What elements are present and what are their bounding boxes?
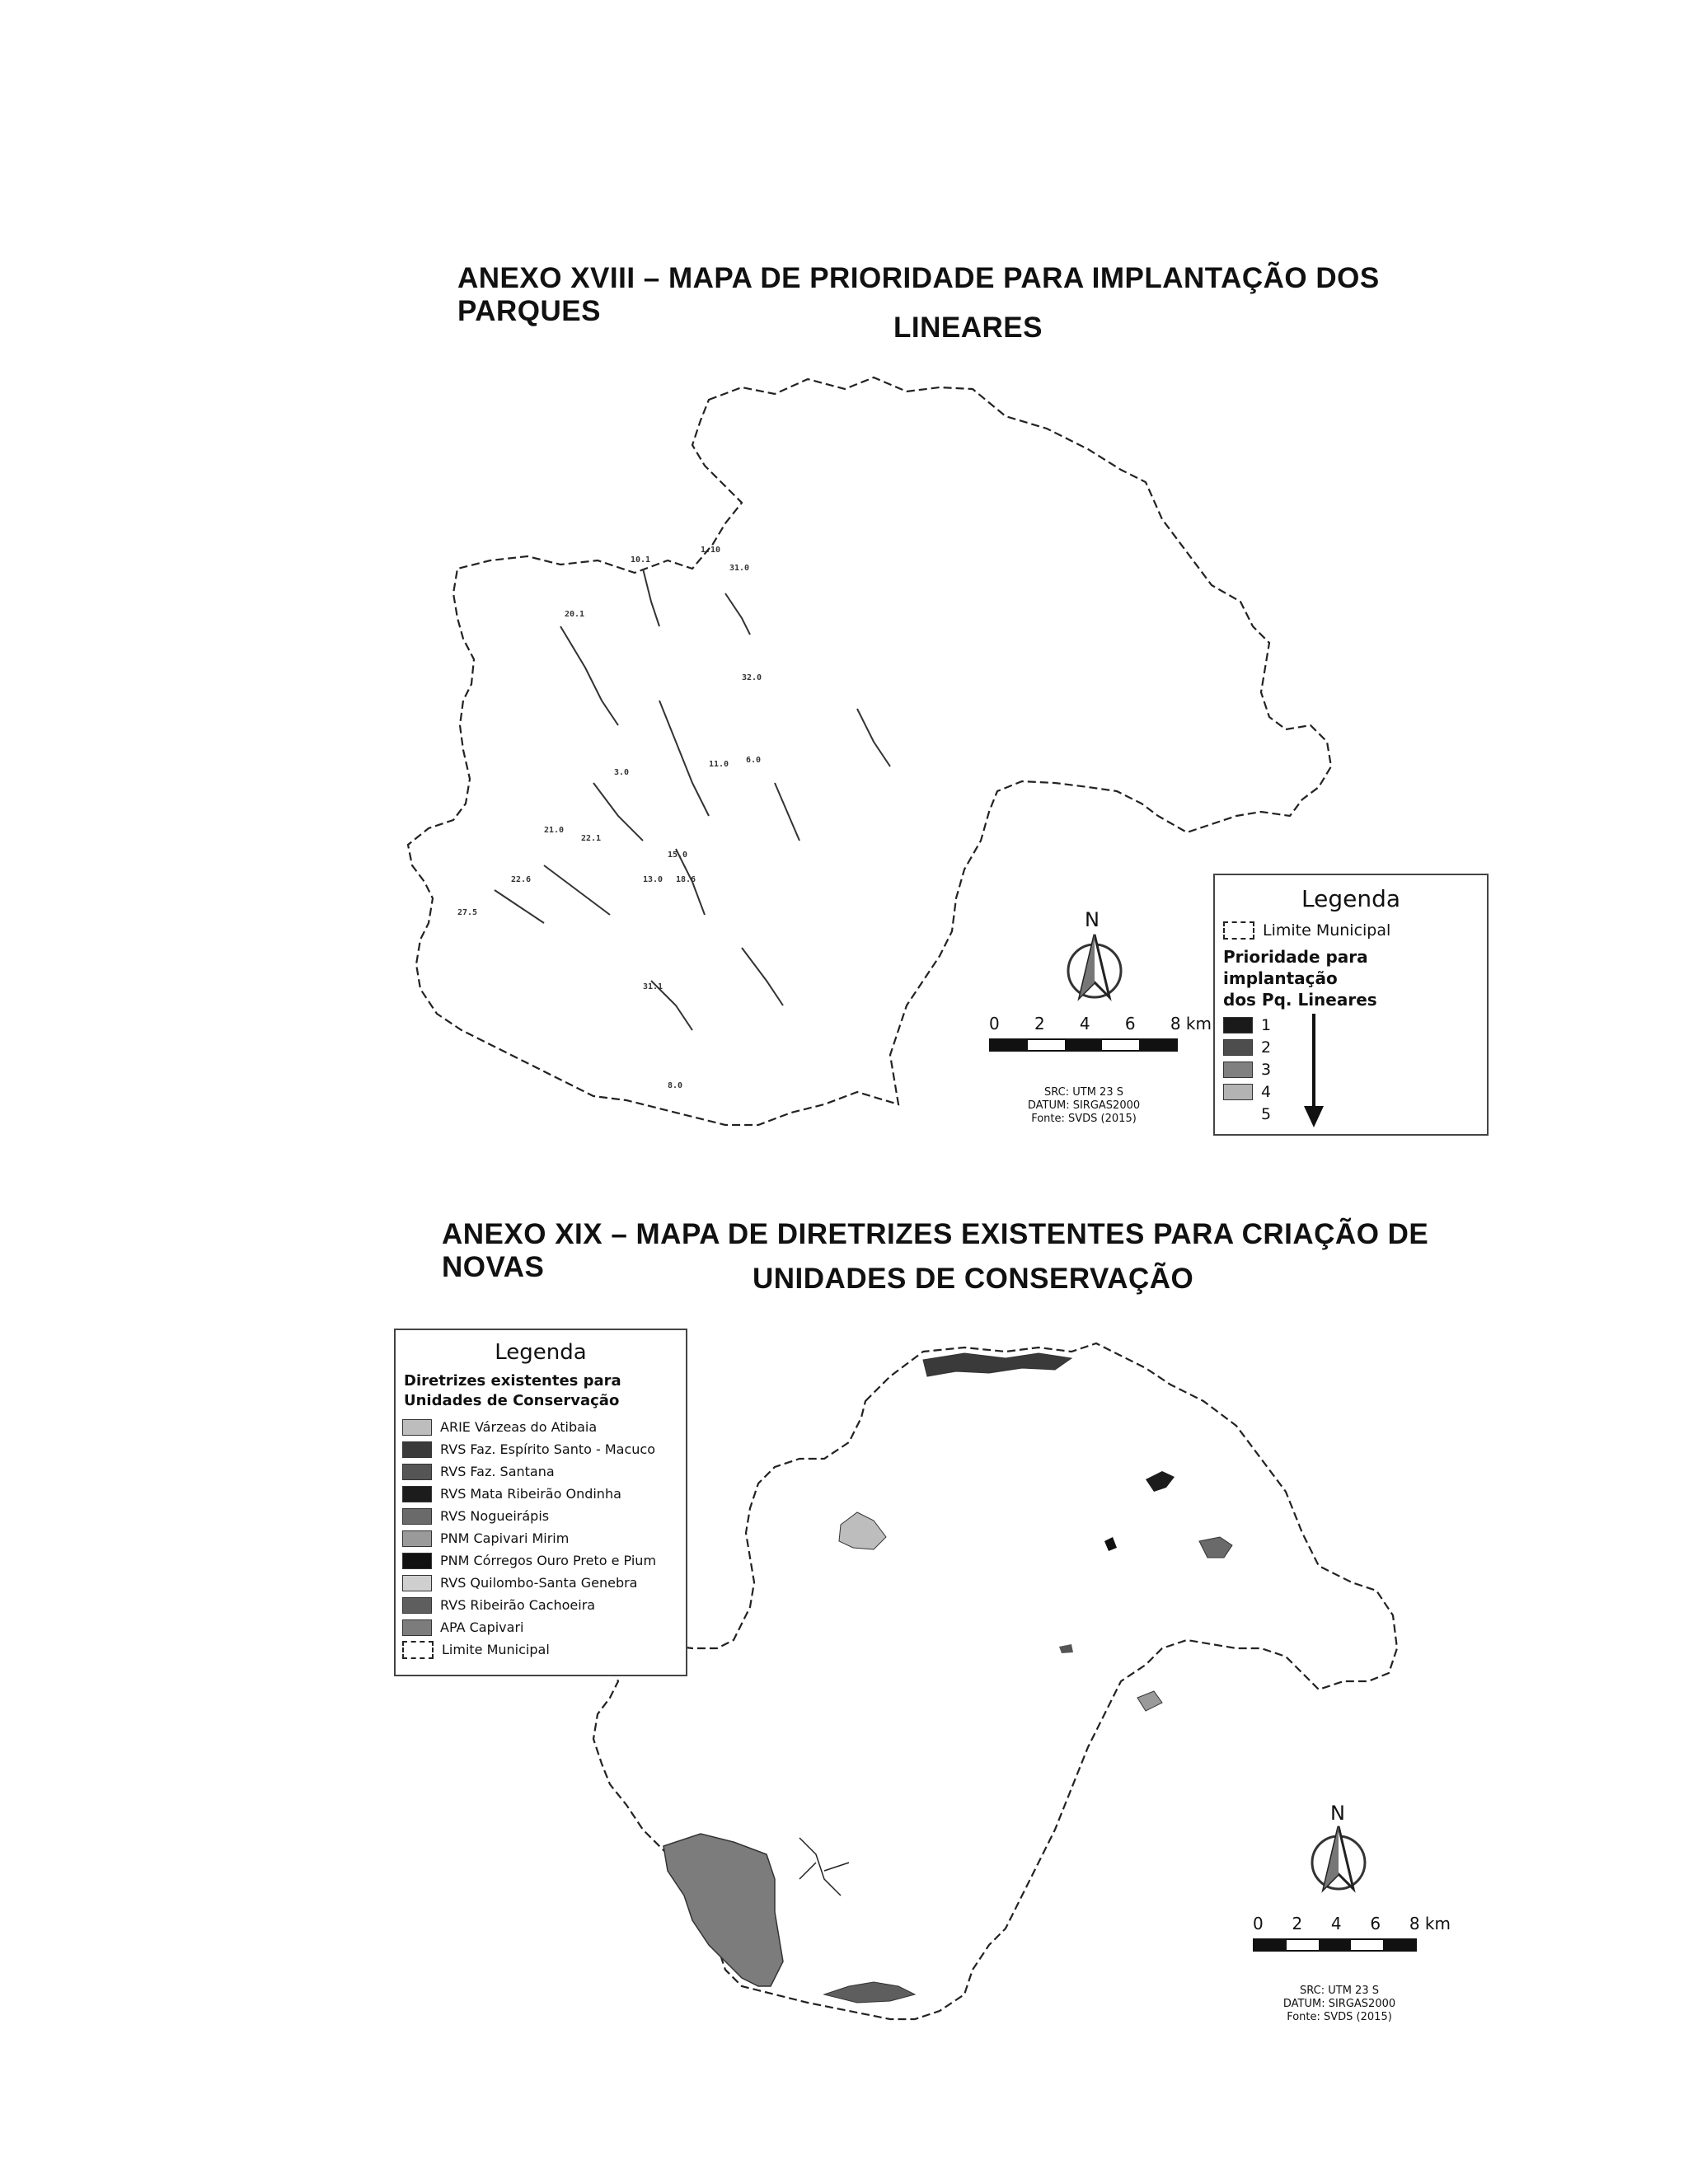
svg-text:13.0: 13.0 — [643, 875, 663, 884]
map2-legend-item — [402, 1416, 686, 1438]
svg-text:11.0: 11.0 — [709, 760, 729, 769]
svg-text:18.6: 18.6 — [676, 875, 696, 884]
map1-scale-tick-4: 4 — [1079, 1014, 1090, 1033]
map2-title-line2: UNIDADES DE CONSERVAÇÃO — [753, 1263, 1194, 1295]
map2-item-swatch — [402, 1553, 432, 1569]
map2-item-swatch — [402, 1486, 432, 1502]
svg-text:27.5: 27.5 — [457, 908, 478, 917]
map2-item-label: RVS Nogueirápis — [440, 1508, 550, 1524]
map1-legend-boundary — [1215, 919, 1487, 941]
map1-scale-bar — [989, 1014, 1212, 1052]
map2-north-arrow-icon — [1306, 1823, 1372, 1897]
map1-class-3-swatch — [1223, 1062, 1253, 1078]
map2-scale-tick-4: 4 — [1330, 1914, 1342, 1933]
map1-boundary-path — [408, 377, 1331, 1125]
map2-item-label: RVS Faz. Santana — [440, 1464, 555, 1479]
map1-class-2-swatch — [1223, 1039, 1253, 1056]
map2-legend-item — [402, 1527, 686, 1549]
map1-scale-tick-8: 8 km — [1170, 1014, 1212, 1033]
svg-text:32.0: 32.0 — [742, 673, 762, 682]
pnm-capivari-mirim-area — [1137, 1691, 1162, 1711]
map1-legend-class-1 — [1223, 1014, 1487, 1036]
map1-north-label: N — [1085, 908, 1100, 931]
map2-item-swatch — [402, 1619, 432, 1636]
map2-municipal-boundary — [577, 1335, 1484, 2060]
map1-boundary-swatch — [1223, 921, 1254, 940]
map2-credit-datum: DATUM: SIRGAS2000 — [1282, 1998, 1396, 2010]
map2-legend-items — [396, 1416, 686, 1661]
map2-item-label: RVS Quilombo-Santa Genebra — [440, 1575, 638, 1591]
svg-text:22.1: 22.1 — [581, 834, 602, 843]
svg-text:3.0: 3.0 — [614, 768, 630, 777]
arrow-down-icon — [1297, 1014, 1330, 1129]
map1-credits — [1006, 1086, 1162, 1126]
map2-legend-item — [402, 1594, 686, 1616]
map1-title-line2: LINEARES — [893, 312, 1043, 344]
map2-item-swatch — [402, 1575, 432, 1591]
map1-scale-tick-0: 0 — [989, 1014, 1000, 1033]
svg-text:31.1: 31.1 — [643, 982, 663, 991]
map1-class-4-label: 4 — [1261, 1082, 1272, 1101]
map1-boundary-label: Limite Municipal — [1263, 921, 1391, 940]
map2-item-label: RVS Faz. Espírito Santo - Macuco — [440, 1441, 655, 1457]
map2-legend-subtitle-1: Diretrizes existentes para — [404, 1372, 621, 1390]
map1-class-1-label: 1 — [1261, 1015, 1272, 1034]
map2-legend — [394, 1329, 687, 1676]
map2-credit-source: Fonte: SVDS (2015) — [1287, 2011, 1392, 2023]
map2-item-swatch — [402, 1597, 432, 1614]
map2-legend-item — [402, 1483, 686, 1505]
map1-legend-subtitle-2: dos Pq. Lineares — [1223, 990, 1377, 1010]
map2-legend-item — [402, 1549, 686, 1572]
map2-item-label: RVS Ribeirão Cachoeira — [440, 1597, 596, 1613]
map1-class-1-swatch — [1223, 1017, 1253, 1033]
map1-legend-class-5 — [1223, 1103, 1487, 1125]
map1-class-2-label: 2 — [1261, 1038, 1272, 1057]
map2-legend-item — [402, 1505, 686, 1527]
map2-legend-title: Legenda — [495, 1340, 587, 1365]
svg-text:10.1: 10.1 — [631, 555, 651, 565]
map2-legend-item — [402, 1616, 686, 1638]
map2-credit-src: SRC: UTM 23 S — [1300, 1985, 1379, 1997]
svg-text:21.0: 21.0 — [544, 826, 565, 835]
svg-text:20.1: 20.1 — [565, 610, 585, 619]
map2-scale-tick-8: 8 km — [1409, 1914, 1451, 1933]
map2-legend-item — [402, 1460, 686, 1483]
map2-item-label: PNM Córregos Ouro Preto e Pium — [440, 1553, 657, 1568]
map1-legend-class-2 — [1223, 1036, 1487, 1058]
map2-legend-item — [402, 1572, 686, 1594]
map2-title-line1: ANEXO XIX – MAPA DE DIRETRIZES EXISTENTES PARA CRIAÇÃO DE NOVAS — [442, 1218, 1429, 1283]
map2-scale-bar — [1253, 1914, 1451, 1952]
svg-text:6.0: 6.0 — [746, 756, 762, 765]
map2-item-swatch — [402, 1508, 432, 1525]
map2-credits — [1261, 1985, 1418, 2024]
map2-north-label: N — [1330, 1802, 1345, 1825]
map2-item-swatch — [402, 1641, 434, 1659]
map1-class-3-label: 3 — [1261, 1060, 1272, 1079]
map2-legend-subtitle-2: Unidades de Conservação — [404, 1392, 620, 1409]
map2-legend-item — [402, 1438, 686, 1460]
map1-legend-title: Legenda — [1301, 885, 1400, 912]
svg-text:15.0: 15.0 — [668, 851, 688, 860]
map1-north-arrow-icon — [1062, 931, 1128, 1005]
map1-legend — [1213, 874, 1489, 1136]
map2-item-label: RVS Mata Ribeirão Ondinha — [440, 1486, 621, 1502]
map1-class-5-swatch — [1223, 1106, 1253, 1122]
map1-credit-src: SRC: UTM 23 S — [1044, 1086, 1123, 1099]
map1-scale-tick-2: 2 — [1034, 1014, 1045, 1033]
map1-credit-source: Fonte: SVDS (2015) — [1031, 1113, 1137, 1125]
map2-item-label: Limite Municipal — [442, 1642, 550, 1657]
svg-text:22.6: 22.6 — [511, 875, 532, 884]
map2-item-label: APA Capivari — [440, 1619, 524, 1635]
map1-legend-class-4 — [1223, 1080, 1487, 1103]
map2-scale-tick-2: 2 — [1292, 1914, 1303, 1933]
map2-item-swatch — [402, 1530, 432, 1547]
map1-class-4-swatch — [1223, 1084, 1253, 1100]
svg-text:1.10: 1.10 — [701, 546, 721, 555]
map2-scale-tick-6: 6 — [1370, 1914, 1381, 1933]
map2-item-label: PNM Capivari Mirim — [440, 1530, 570, 1546]
map1-scale-tick-6: 6 — [1124, 1014, 1136, 1033]
map2-scale-tick-0: 0 — [1253, 1914, 1264, 1933]
map1-legend-class-3 — [1223, 1058, 1487, 1080]
map2-item-swatch — [402, 1441, 432, 1458]
map2-item-swatch — [402, 1419, 432, 1436]
svg-text:8.0: 8.0 — [668, 1081, 683, 1090]
svg-text:31.0: 31.0 — [729, 564, 750, 573]
map1-title-line1: ANEXO XVIII – MAPA DE PRIORIDADE PARA IMPLANTAÇÃO DOS PARQUES — [457, 262, 1380, 327]
map2-item-swatch — [402, 1464, 432, 1480]
map1-credit-datum: DATUM: SIRGAS2000 — [1027, 1099, 1141, 1112]
map1-class-5-label: 5 — [1261, 1104, 1272, 1123]
map2-item-label: ARIE Várzeas do Atibaia — [440, 1419, 598, 1435]
map1-legend-subtitle-1: Prioridade para implantação — [1223, 947, 1368, 988]
map2-legend-item — [402, 1638, 686, 1661]
